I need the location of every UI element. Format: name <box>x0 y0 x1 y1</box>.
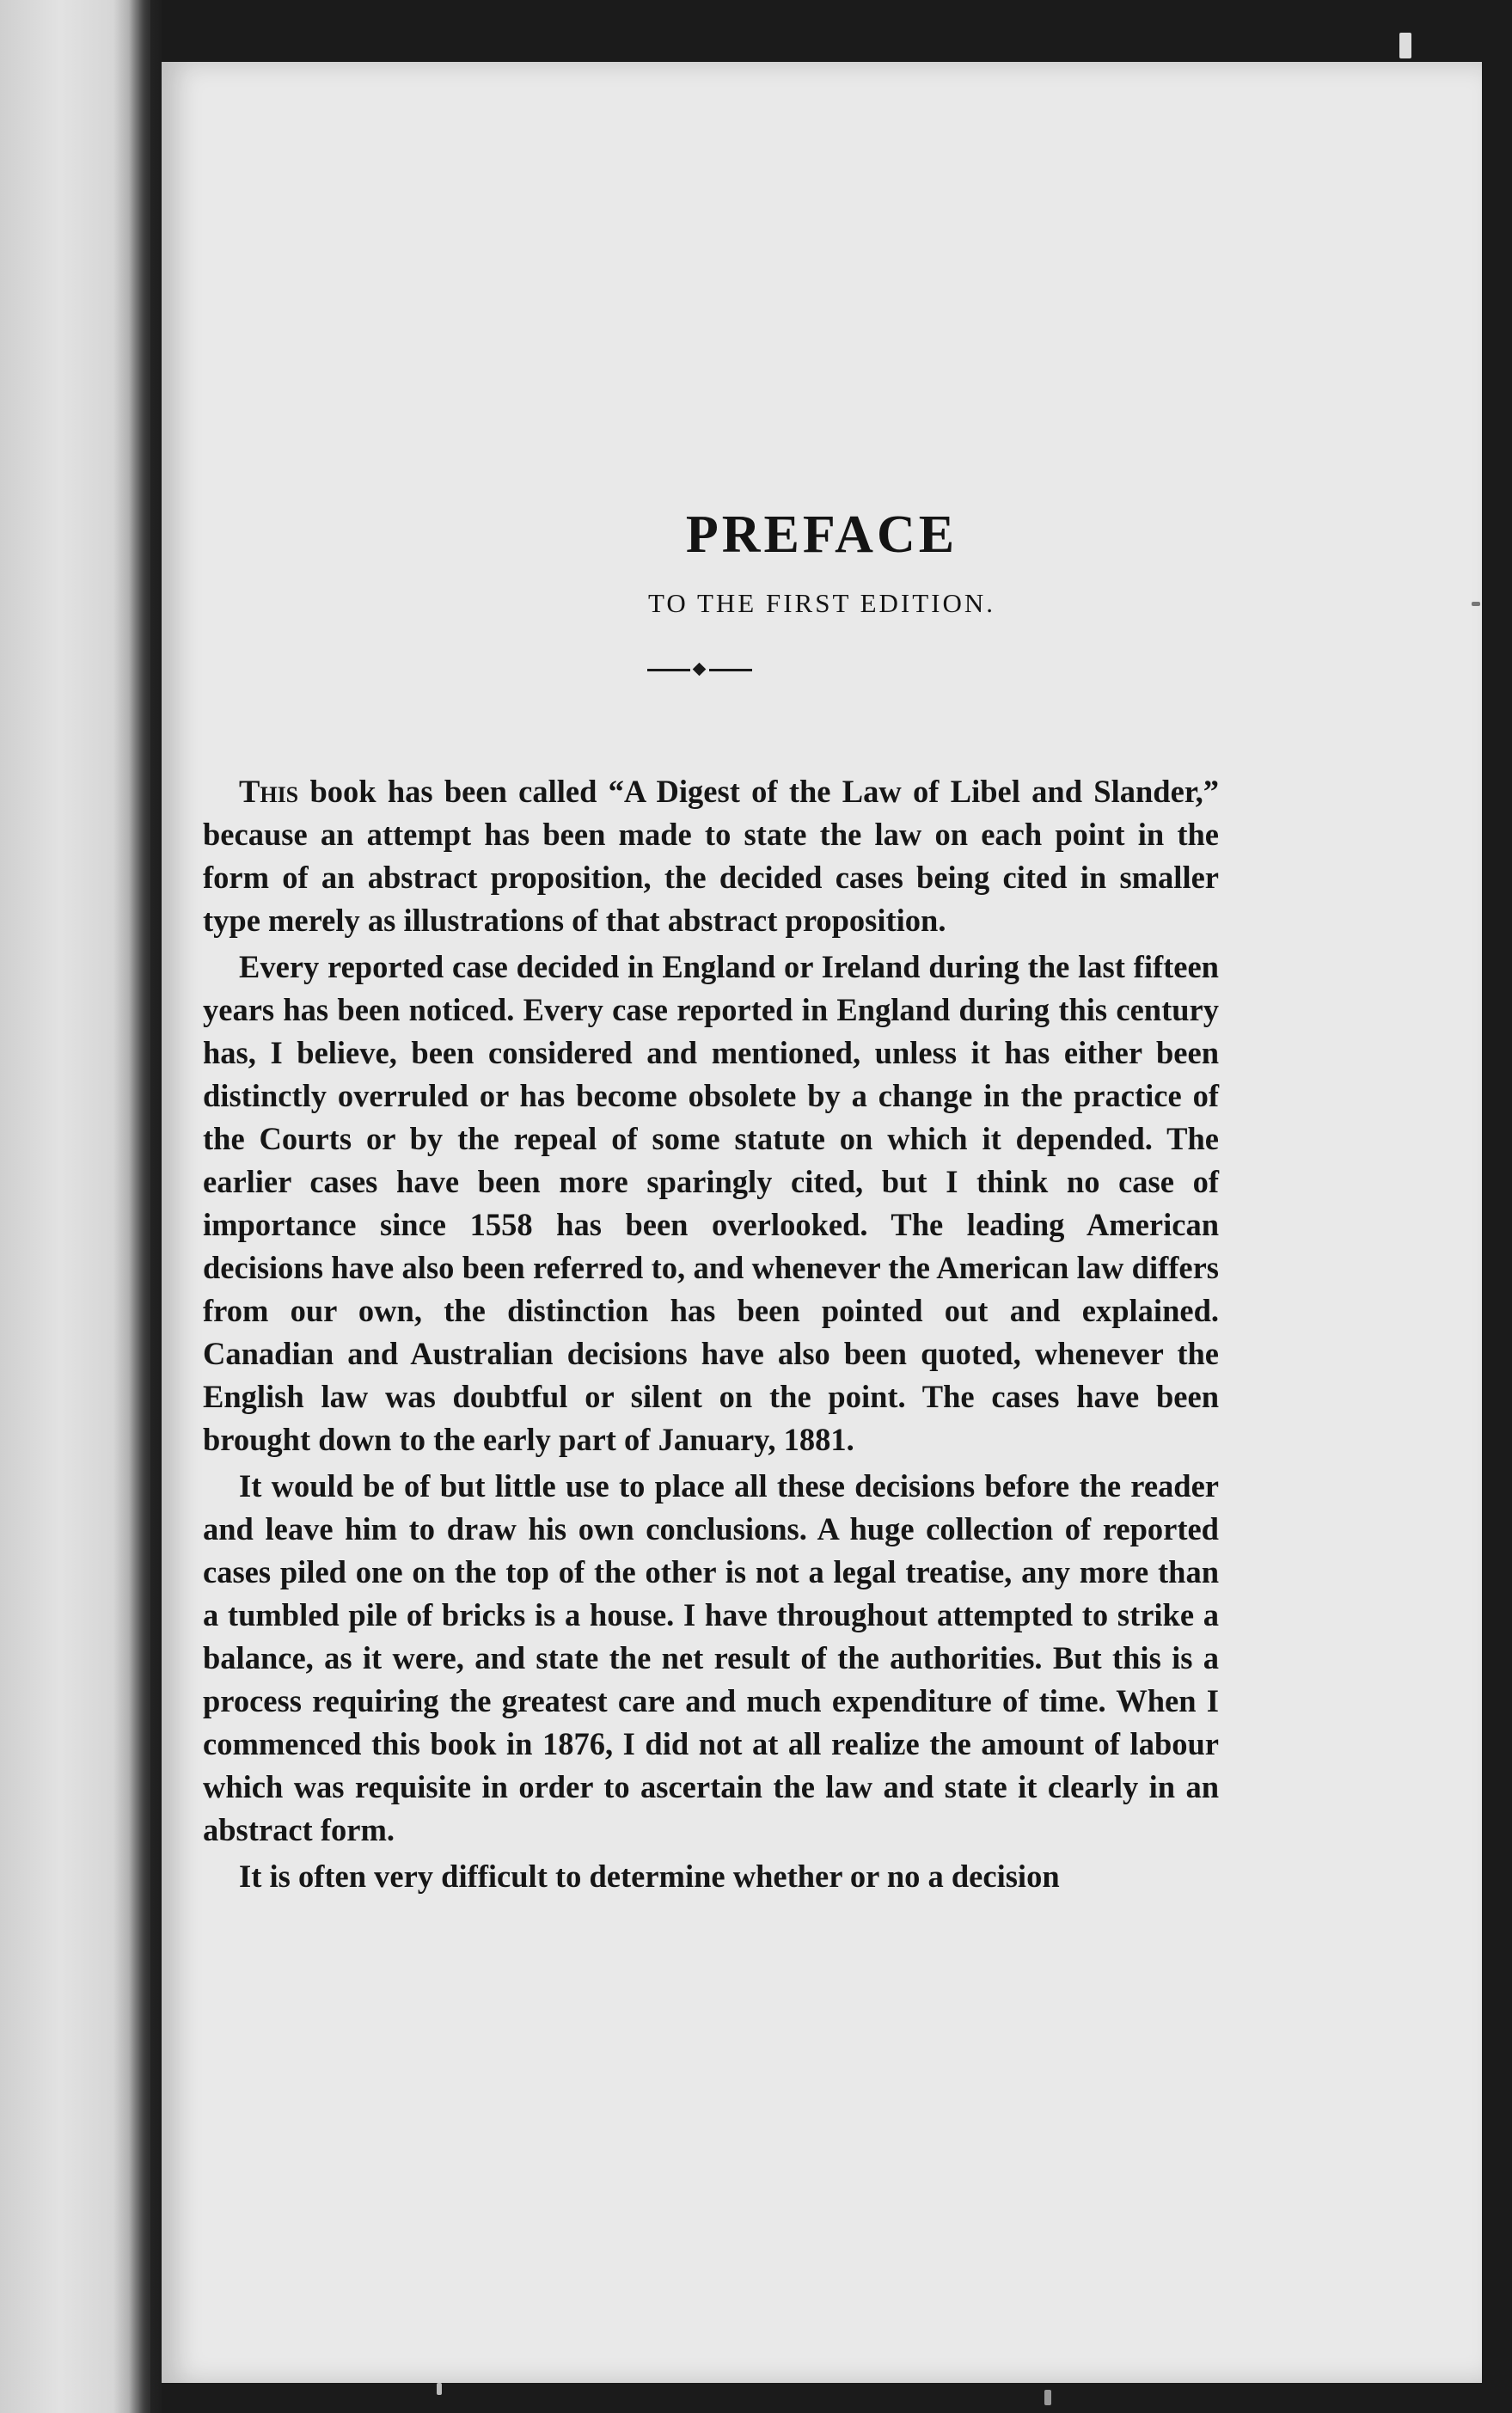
scan-speck <box>437 2383 442 2395</box>
ornament-rule-left <box>647 669 690 671</box>
paragraph-lead-word: This <box>239 774 299 809</box>
ornament-rule-right <box>709 669 752 671</box>
title-ornament <box>647 664 752 676</box>
book-gutter-shadow <box>129 0 162 2413</box>
paragraph-text: It would be of but little use to place all these decisions before the reader and leave him to draw his own conclusions. A huge collection of reported cases piled one on the top of the other is not a legal treatise, any more than a tumbled pile of bricks is a house. I have throughout attempted to strike a balance, as it were, and state the net result of the authorities. But this is a process requiring the greatest care and much expenditure of time. When I commenced this book in 1876, I did not at all realize the amount of labour which was requisite in order to ascertain the law and state it clearly in an abstract form. <box>203 1468 1219 1847</box>
page-title: PREFACE <box>685 505 958 564</box>
paragraph <box>203 1465 1219 1852</box>
paragraph <box>203 1855 1219 1898</box>
scan-speck <box>1044 2390 1051 2405</box>
paragraph-text: book has been called “A Digest of the Law of Libel and Slander,” because an attempt has been made to state the law on each point in the form of an abstract proposition, the decided cases being cited in smaller type merely as illustrations of that abstract proposition. <box>203 774 1219 938</box>
ornament-diamond <box>693 663 707 677</box>
paragraph <box>203 946 1219 1461</box>
book-page <box>162 62 1482 2383</box>
scan-speck <box>1472 602 1480 606</box>
paragraph-text: It is often very difficult to determine whether or no a decision <box>239 1859 1060 1894</box>
scan-speck <box>1399 33 1411 58</box>
left-page-edge <box>0 0 150 2413</box>
paragraph <box>203 770 1219 942</box>
preface-body <box>203 770 1219 1902</box>
paragraph-text: Every reported case decided in England or Ireland during the last fifteen years has been noticed. Every case reported in England during this century has, I believe, been considered and mentioned, unless it has either been distinctly overruled or has become obsolete by a change in the practice of the Courts or by the repeal of some statute on which it depended. The earlier cases have been more sparingly cited, but I think no case of importance since 1558 has been overlooked. The leading American decisions have also been referred to, and whenever the American law differs from our own, the distinction has been pointed out and explained. Canadian and Australian decisions have also been quoted, whenever the English law was doubtful or silent on the point. The cases have been brought down to the early part of January, 1881. <box>203 949 1219 1457</box>
page-subtitle: TO THE FIRST EDITION. <box>648 588 995 618</box>
